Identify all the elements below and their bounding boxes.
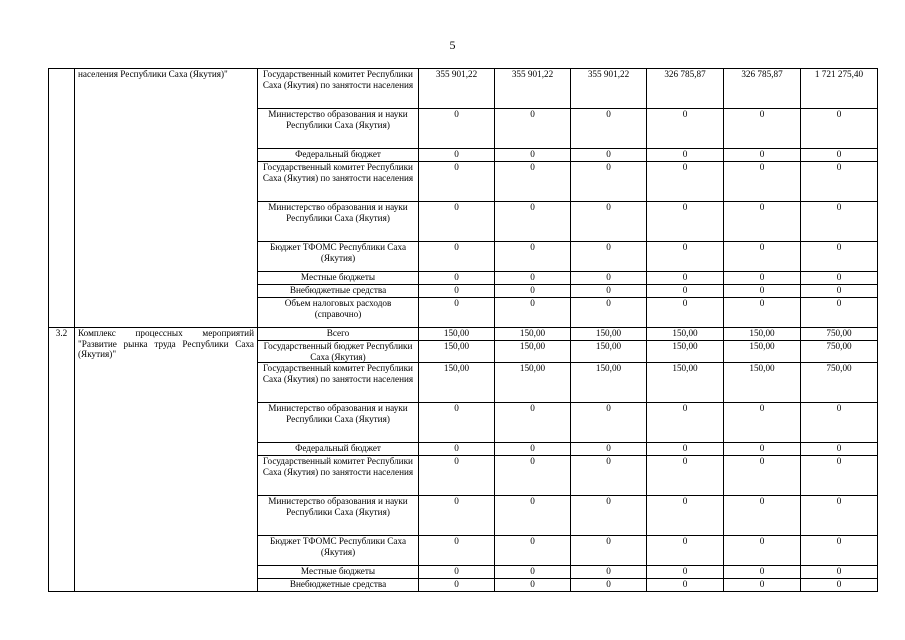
value-cell: 0 — [571, 285, 647, 298]
value-cell: 0 — [419, 403, 495, 443]
value-cell: 0 — [495, 285, 571, 298]
funding-source-cell: Государственный комитет Республики Саха (Якутия) по занятости населения — [258, 162, 419, 202]
value-cell: 0 — [495, 149, 571, 162]
value-cell: 0 — [571, 272, 647, 285]
value-cell: 0 — [801, 579, 878, 592]
value-cell: 0 — [419, 298, 495, 328]
value-cell: 0 — [801, 298, 878, 328]
value-cell: 0 — [801, 496, 878, 536]
value-cell: 150,00 — [495, 341, 571, 363]
funding-source-cell: Государственный комитет Республики Саха (Якутия) по занятости населения — [258, 363, 419, 403]
value-cell: 150,00 — [495, 363, 571, 403]
value-cell: 0 — [495, 579, 571, 592]
value-cell: 150,00 — [571, 341, 647, 363]
value-cell: 0 — [801, 285, 878, 298]
value-cell: 0 — [724, 443, 801, 456]
value-cell: 0 — [419, 443, 495, 456]
value-cell: 150,00 — [571, 328, 647, 341]
value-cell: 0 — [724, 202, 801, 242]
value-cell: 326 785,87 — [724, 69, 801, 109]
value-cell: 0 — [801, 149, 878, 162]
value-cell: 0 — [495, 566, 571, 579]
value-cell: 0 — [495, 536, 571, 566]
value-cell: 0 — [571, 579, 647, 592]
funding-source-cell: Бюджет ТФОМС Республики Саха (Якутия) — [258, 242, 419, 272]
value-cell: 0 — [571, 162, 647, 202]
value-cell: 0 — [419, 496, 495, 536]
funding-source-cell: Министерство образования и науки Республики Саха (Якутия) — [258, 403, 419, 443]
value-cell: 0 — [647, 403, 724, 443]
value-cell: 150,00 — [571, 363, 647, 403]
value-cell: 0 — [647, 298, 724, 328]
value-cell: 0 — [801, 403, 878, 443]
value-cell: 0 — [801, 272, 878, 285]
value-cell: 750,00 — [801, 341, 878, 363]
value-cell: 0 — [419, 285, 495, 298]
measure-name-cell: населения Республики Саха (Якутия)" — [75, 69, 258, 328]
value-cell: 0 — [647, 456, 724, 496]
value-cell: 0 — [647, 162, 724, 202]
funding-source-cell: Федеральный бюджет — [258, 443, 419, 456]
funding-source-cell: Бюджет ТФОМС Республики Саха (Якутия) — [258, 536, 419, 566]
funding-source-cell: Министерство образования и науки Республики Саха (Якутия) — [258, 496, 419, 536]
value-cell: 750,00 — [801, 363, 878, 403]
value-cell: 0 — [495, 202, 571, 242]
page-number: 5 — [449, 38, 456, 52]
value-cell: 0 — [419, 456, 495, 496]
value-cell: 0 — [495, 443, 571, 456]
value-cell: 0 — [647, 272, 724, 285]
value-cell: 150,00 — [647, 328, 724, 341]
value-cell: 0 — [801, 162, 878, 202]
value-cell: 0 — [647, 149, 724, 162]
value-cell: 0 — [571, 242, 647, 272]
value-cell: 0 — [724, 566, 801, 579]
value-cell: 0 — [419, 579, 495, 592]
value-cell: 355 901,22 — [495, 69, 571, 109]
value-cell: 0 — [647, 242, 724, 272]
table-row — [49, 328, 878, 341]
value-cell: 0 — [647, 536, 724, 566]
value-cell: 0 — [419, 202, 495, 242]
value-cell: 0 — [801, 536, 878, 566]
row-index-cell: 3.2 — [49, 328, 75, 592]
value-cell: 150,00 — [495, 328, 571, 341]
value-cell: 0 — [801, 566, 878, 579]
value-cell: 0 — [571, 109, 647, 149]
value-cell: 0 — [571, 566, 647, 579]
value-cell: 0 — [495, 456, 571, 496]
value-cell: 0 — [724, 579, 801, 592]
funding-source-cell: Министерство образования и науки Республики Саха (Якутия) — [258, 109, 419, 149]
funding-source-cell: Объем налоговых расходов (справочно) — [258, 298, 419, 328]
value-cell: 0 — [647, 579, 724, 592]
value-cell: 150,00 — [419, 363, 495, 403]
funding-source-cell: Федеральный бюджет — [258, 149, 419, 162]
value-cell: 0 — [495, 272, 571, 285]
funding-source-cell: Государственный комитет Республики Саха (Якутия) по занятости населения — [258, 456, 419, 496]
value-cell: 0 — [419, 109, 495, 149]
funding-source-cell: Министерство образования и науки Республики Саха (Якутия) — [258, 202, 419, 242]
value-cell: 0 — [801, 202, 878, 242]
value-cell: 0 — [419, 162, 495, 202]
value-cell: 0 — [647, 109, 724, 149]
value-cell: 0 — [647, 496, 724, 536]
value-cell: 0 — [495, 242, 571, 272]
table-row — [49, 69, 878, 109]
value-cell: 0 — [801, 109, 878, 149]
value-cell: 0 — [724, 149, 801, 162]
value-cell: 150,00 — [647, 363, 724, 403]
value-cell: 0 — [571, 536, 647, 566]
value-cell: 0 — [724, 272, 801, 285]
value-cell: 355 901,22 — [419, 69, 495, 109]
value-cell: 0 — [724, 109, 801, 149]
value-cell: 0 — [419, 149, 495, 162]
value-cell: 0 — [724, 285, 801, 298]
value-cell: 150,00 — [647, 341, 724, 363]
funding-source-cell: Всего — [258, 328, 419, 341]
value-cell: 0 — [571, 149, 647, 162]
value-cell: 0 — [724, 456, 801, 496]
value-cell: 0 — [647, 285, 724, 298]
value-cell: 0 — [724, 536, 801, 566]
value-cell: 0 — [419, 536, 495, 566]
value-cell: 0 — [571, 456, 647, 496]
value-cell: 150,00 — [724, 341, 801, 363]
row-index-cell — [49, 69, 75, 328]
value-cell: 750,00 — [801, 328, 878, 341]
value-cell: 1 721 275,40 — [801, 69, 878, 109]
value-cell: 0 — [419, 242, 495, 272]
value-cell: 0 — [495, 109, 571, 149]
funding-source-cell: Государственный бюджет Республики Саха (Якутия) — [258, 341, 419, 363]
value-cell: 0 — [801, 456, 878, 496]
value-cell: 0 — [419, 272, 495, 285]
funding-source-cell: Местные бюджеты — [258, 272, 419, 285]
value-cell: 0 — [647, 566, 724, 579]
measure-name-cell: Комплекс процессных мероприятий "Развитие рынка труда Республики Саха (Якутия)" — [75, 328, 258, 592]
value-cell: 0 — [647, 202, 724, 242]
value-cell: 0 — [495, 298, 571, 328]
value-cell: 0 — [724, 298, 801, 328]
value-cell: 0 — [495, 403, 571, 443]
value-cell: 0 — [724, 496, 801, 536]
funding-source-cell: Государственный комитет Республики Саха (Якутия) по занятости населения — [258, 69, 419, 109]
value-cell: 0 — [571, 298, 647, 328]
value-cell: 0 — [647, 443, 724, 456]
value-cell: 0 — [724, 403, 801, 443]
value-cell: 0 — [571, 496, 647, 536]
value-cell: 0 — [495, 162, 571, 202]
value-cell: 150,00 — [724, 363, 801, 403]
value-cell: 150,00 — [419, 328, 495, 341]
value-cell: 0 — [724, 162, 801, 202]
table-body — [49, 69, 878, 592]
value-cell: 0 — [801, 242, 878, 272]
funding-source-cell: Внебюджетные средства — [258, 579, 419, 592]
value-cell: 0 — [571, 202, 647, 242]
value-cell: 0 — [571, 443, 647, 456]
value-cell: 326 785,87 — [647, 69, 724, 109]
funding-source-cell: Внебюджетные средства — [258, 285, 419, 298]
value-cell: 0 — [495, 496, 571, 536]
value-cell: 0 — [419, 566, 495, 579]
budget-table — [48, 68, 878, 592]
value-cell: 0 — [724, 242, 801, 272]
funding-source-cell: Местные бюджеты — [258, 566, 419, 579]
value-cell: 150,00 — [419, 341, 495, 363]
value-cell: 0 — [801, 443, 878, 456]
value-cell: 0 — [571, 403, 647, 443]
value-cell: 150,00 — [724, 328, 801, 341]
value-cell: 355 901,22 — [571, 69, 647, 109]
